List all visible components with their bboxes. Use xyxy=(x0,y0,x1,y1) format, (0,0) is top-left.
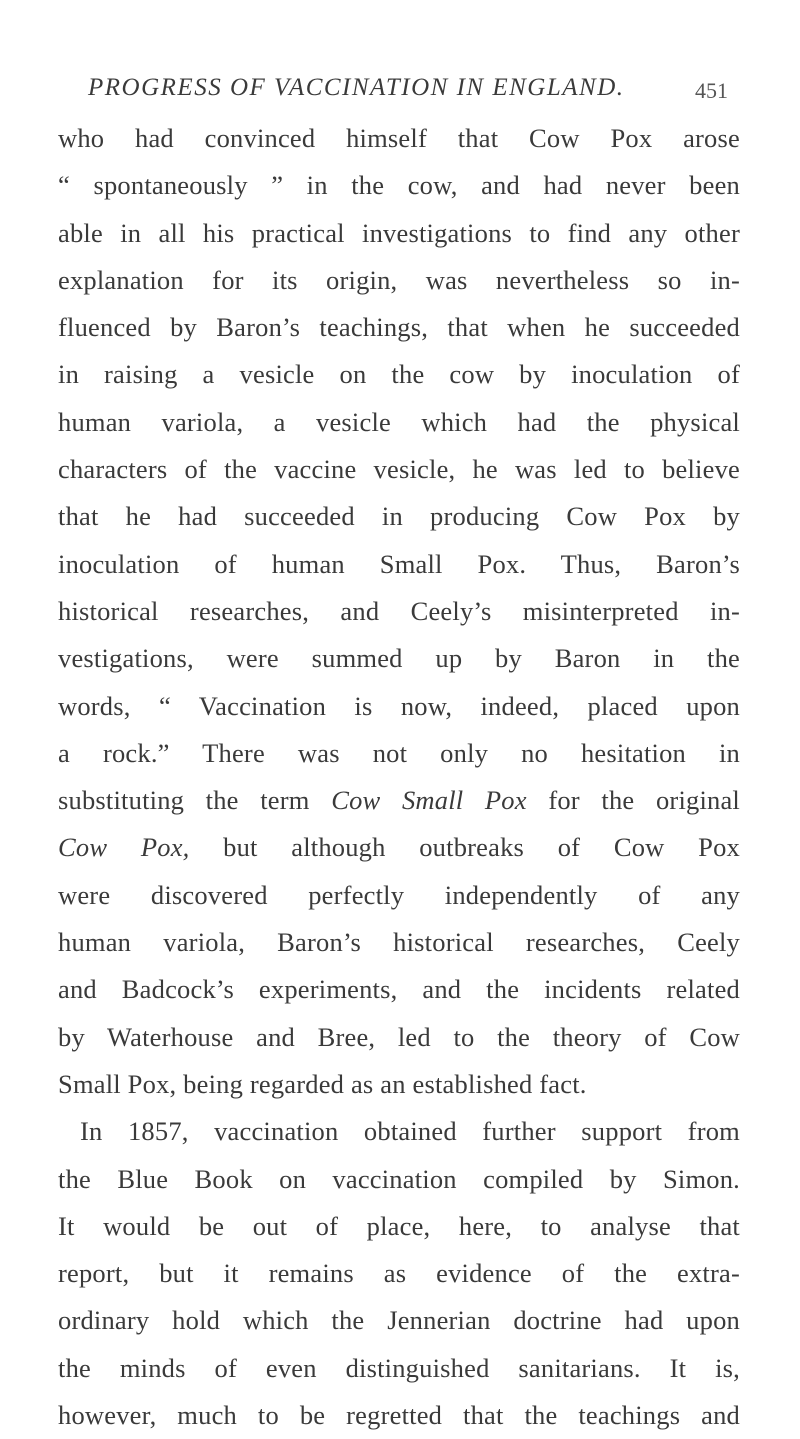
text-line: who had convinced himself that Cow Pox arose xyxy=(58,123,740,153)
text-line: explanation for its origin, was nevertheless so in- xyxy=(58,264,740,295)
text-line: were discovered perfectly independently of any xyxy=(58,879,740,910)
text-run: but although outbreaks of Cow Pox xyxy=(189,832,740,863)
running-head xyxy=(88,74,728,108)
text-line: a rock.” There was not only no hesitation in xyxy=(58,737,740,768)
body-text xyxy=(58,115,740,1439)
text-line: that he had succeeded in producing Cow Pox by xyxy=(58,501,740,532)
text-line: human variola, a vesicle which had the physical xyxy=(58,406,740,437)
text-line: inoculation of human Small Pox. Thus, Baron’s xyxy=(58,548,740,579)
text-line: report, but it remains as evidence of the extra- xyxy=(58,1258,740,1289)
text-line: vestigations, were summed up by Baron in the xyxy=(58,643,740,674)
text-line: able in all his practical investigations to find any other xyxy=(58,217,740,248)
text-line: the minds of even distinguished sanitarians. It is, xyxy=(58,1352,740,1383)
italic-term: Cow Pox, xyxy=(58,832,190,863)
text-line: by Waterhouse and Bree, led to the theory of Cow xyxy=(58,1021,740,1052)
running-title: PROGRESS OF VACCINATION IN ENGLAND. xyxy=(88,74,625,101)
text-line: historical researches, and Ceely’s misinterpreted in- xyxy=(58,595,740,626)
text-line: however, much to be regretted that the teachings and xyxy=(58,1400,740,1431)
text-line: ordinary hold which the Jennerian doctrine had upon xyxy=(58,1305,740,1336)
text-line: characters of the vaccine vesicle, he was led to believe xyxy=(58,454,740,485)
text-line: In 1857, vaccination obtained further support from xyxy=(80,1116,740,1147)
italic-term: Cow Small Pox xyxy=(331,785,527,816)
page-number: 451 xyxy=(695,78,728,103)
text-line: fluenced by Baron’s teachings, that when he succeeded xyxy=(58,312,740,343)
text-line: words, “ Vaccination is now, indeed, placed upon xyxy=(58,690,740,721)
text-line: and Badcock’s experiments, and the incidents related xyxy=(58,974,740,1005)
text-line: “ spontaneously ” in the cow, and had never been xyxy=(58,170,740,201)
text-line: the Blue Book on vaccination compiled by Simon. xyxy=(58,1163,740,1194)
text-line xyxy=(58,777,740,824)
text-run: for the original xyxy=(526,785,740,816)
text-line: human variola, Baron’s historical researches, Ceely xyxy=(58,927,740,958)
text-line: Small Pox, being regarded as an established fact. xyxy=(58,1068,587,1099)
text-line: in raising a vesicle on the cow by inoculation of xyxy=(58,359,740,390)
text-line xyxy=(58,824,740,871)
text-line: It would be out of place, here, to analyse that xyxy=(58,1210,740,1241)
text-run: substituting the term xyxy=(58,785,332,816)
